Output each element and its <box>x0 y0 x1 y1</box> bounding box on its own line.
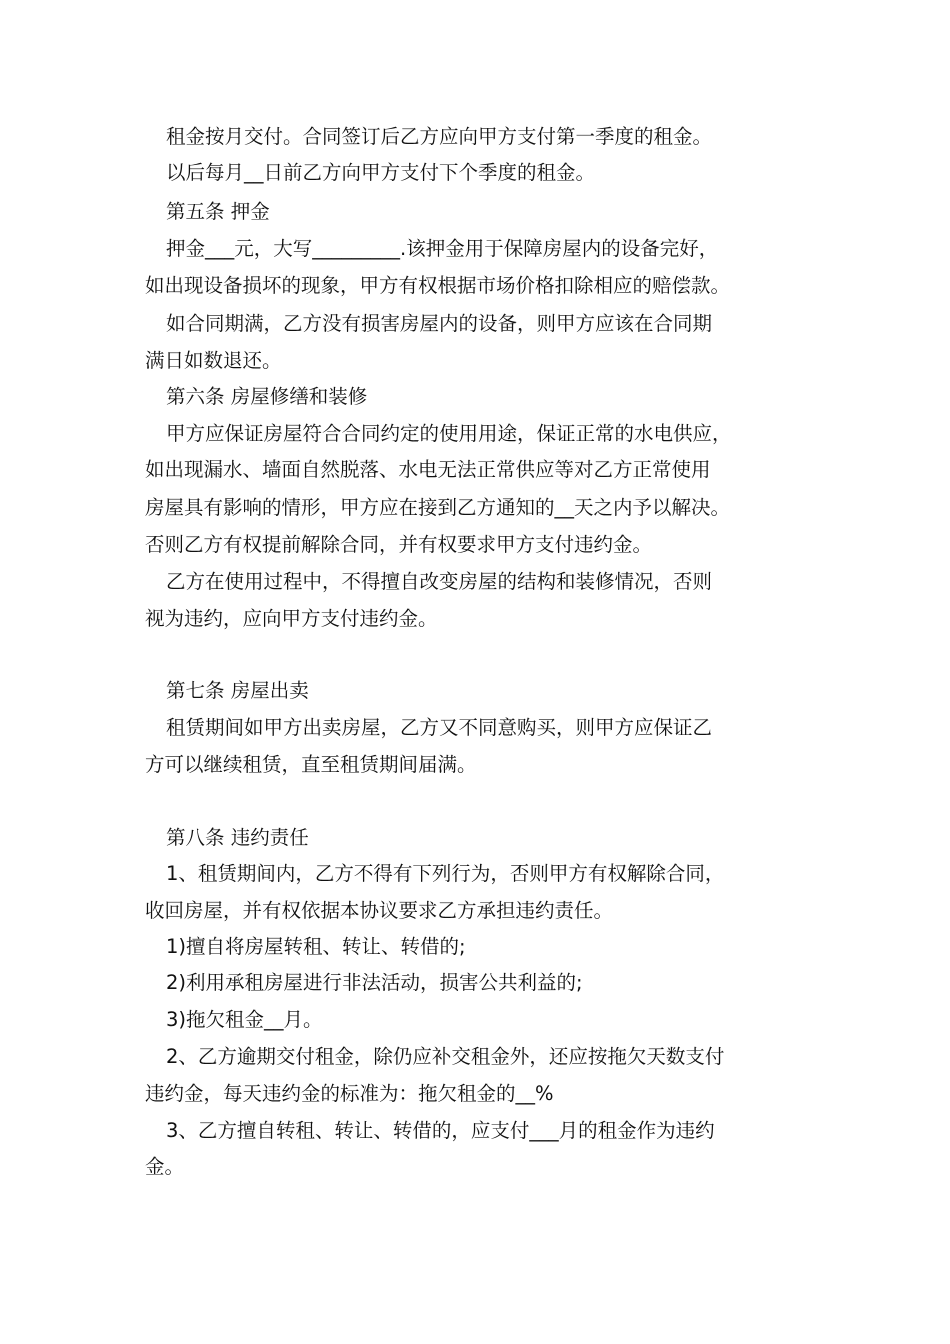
paragraph-line: 乙方在使用过程中，不得擅自改变房屋的结构和装修情况，否则 <box>166 570 713 593</box>
paragraph-line: 否则乙方有权提前解除合同，并有权要求甲方支付违约金。 <box>145 533 653 556</box>
article-heading: 第六条 房屋修缮和装修 <box>166 385 368 408</box>
paragraph-line: 如出现漏水、墙面自然脱落、水电无法正常供应等对乙方正常使用 <box>145 458 711 481</box>
article-heading: 第八条 违约责任 <box>166 826 309 849</box>
paragraph-line: 2、乙方逾期交付租金，除仍应补交租金外，还应按拖欠天数支付 <box>166 1045 725 1068</box>
paragraph-line: 租金按月交付。合同签订后乙方应向甲方支付第一季度的租金。 <box>166 125 713 148</box>
paragraph-line: 甲方应保证房屋符合合同约定的使用用途，保证正常的水电供应， <box>166 422 732 445</box>
paragraph-line: 押金___元，大写_________.该押金用于保障房屋内的设备完好， <box>166 237 719 260</box>
paragraph-line: 如合同期满，乙方没有损害房屋内的设备，则甲方应该在合同期 <box>166 312 713 335</box>
paragraph-line: 违约金，每天违约金的标准为：拖欠租金的__% <box>145 1082 554 1105</box>
paragraph-line: 1、租赁期间内，乙方不得有下列行为，否则甲方有权解除合同， <box>166 862 725 885</box>
paragraph-line: 视为违约，应向甲方支付违约金。 <box>145 607 438 630</box>
paragraph-line: 3、乙方擅自转租、转让、转借的，应支付___月的租金作为违约 <box>166 1119 715 1142</box>
list-item: 3)拖欠租金__月。 <box>166 1008 323 1031</box>
paragraph-line: 如出现设备损坏的现象，甲方有权根据市场价格扣除相应的赔偿款。 <box>145 274 731 297</box>
paragraph-line: 金。 <box>145 1155 185 1178</box>
article-heading: 第七条 房屋出卖 <box>166 679 309 702</box>
list-item: 1)擅自将房屋转租、转让、转借的; <box>166 935 466 958</box>
paragraph-line: 收回房屋，并有权依据本协议要求乙方承担违约责任。 <box>145 899 614 922</box>
paragraph-line: 满日如数退还。 <box>145 349 282 372</box>
paragraph-line: 租赁期间如甲方出卖房屋，乙方又不同意购买，则甲方应保证乙 <box>166 716 713 739</box>
paragraph-line: 房屋具有影响的情形，甲方应在接到乙方通知的__天之内予以解决。 <box>145 496 731 519</box>
list-item: 2)利用承租房屋进行非法活动，损害公共利益的; <box>166 971 583 994</box>
paragraph-line: 以后每月__日前乙方向甲方支付下个季度的租金。 <box>166 161 596 184</box>
article-heading: 第五条 押金 <box>166 200 270 223</box>
paragraph-line: 方可以继续租赁，直至租赁期间届满。 <box>145 753 477 776</box>
